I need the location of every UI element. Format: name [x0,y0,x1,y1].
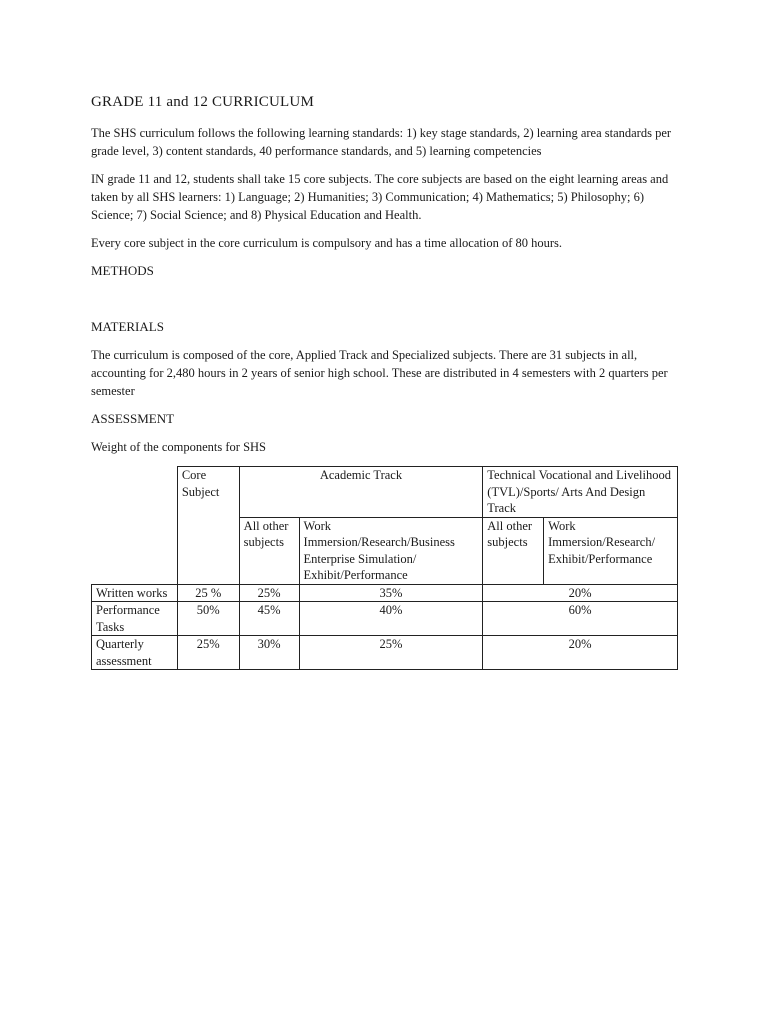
table-header-row-1 [92,467,678,518]
cell-core: 50% [177,602,239,636]
cell-academic-other: 30% [239,636,299,670]
cell-tvl: 20% [483,636,678,670]
paragraph-core-subjects: IN grade 11 and 12, students shall take 15 core subjects. The core subjects are based on the eight learning areas and taken by all SHS learners: 1) Language; 2) Humanities; 3) Communication; 4) Mathematics; 5) Philosophy; 6) Science; 7) Social Science; and 8) Physical Education and Health. [91,172,669,222]
table-row [92,636,678,670]
header-tvl-work: Work Immersion/Research/ Exhibit/Performance [544,517,678,584]
cell-academic-work: 40% [299,602,483,636]
assessment-heading: ASSESSMENT [91,411,175,426]
weights-table [91,466,678,670]
cell-academic-work: 25% [299,636,483,670]
paragraph-learning-standards: The SHS curriculum follows the following learning standards: 1) key stage standards, 2) learning area standards per grade level, 3) content standards, 40 performance standards, and 5) learning competencies [91,126,672,158]
header-academic-track: Academic Track [239,467,483,518]
cell-core: 25 % [177,584,239,602]
header-core-subject: Core Subject [177,467,239,585]
row-label: Quarterly assessment [92,636,178,670]
methods-heading: METHODS [91,263,154,278]
table-row [92,584,678,602]
materials-paragraph: The curriculum is composed of the core, Applied Track and Specialized subjects. There are 31 subjects in all, accounting for 2,480 hours in 2 years of senior high school. These are distributed in 4 semesters with 2 quarters per semester [91,348,668,398]
header-tvl-track: Technical Vocational and Livelihood (TVL)/Sports/ Arts And Design Track [483,467,678,518]
table-corner-cell [92,467,178,585]
cell-core: 25% [177,636,239,670]
header-academic-work: Work Immersion/Research/Business Enterprise Simulation/ Exhibit/Performance [299,517,483,584]
spacer [91,290,681,318]
cell-tvl: 60% [483,602,678,636]
paragraph-compulsory: Every core subject in the core curriculum is compulsory and has a time allocation of 80 hours. [91,236,563,250]
table-row [92,602,678,636]
cell-tvl: 20% [483,584,678,602]
header-tvl-other: All other subjects [483,517,544,584]
row-label: Performance Tasks [92,602,178,636]
header-academic-other: All other subjects [239,517,299,584]
document-page [91,92,681,670]
cell-academic-other: 45% [239,602,299,636]
document-title: GRADE 11 and 12 CURRICULUM [91,94,314,110]
assessment-paragraph: Weight of the components for SHS [91,440,267,454]
materials-heading: MATERIALS [91,319,164,334]
cell-academic-other: 25% [239,584,299,602]
row-label: Written works [92,584,178,602]
cell-academic-work: 35% [299,584,483,602]
